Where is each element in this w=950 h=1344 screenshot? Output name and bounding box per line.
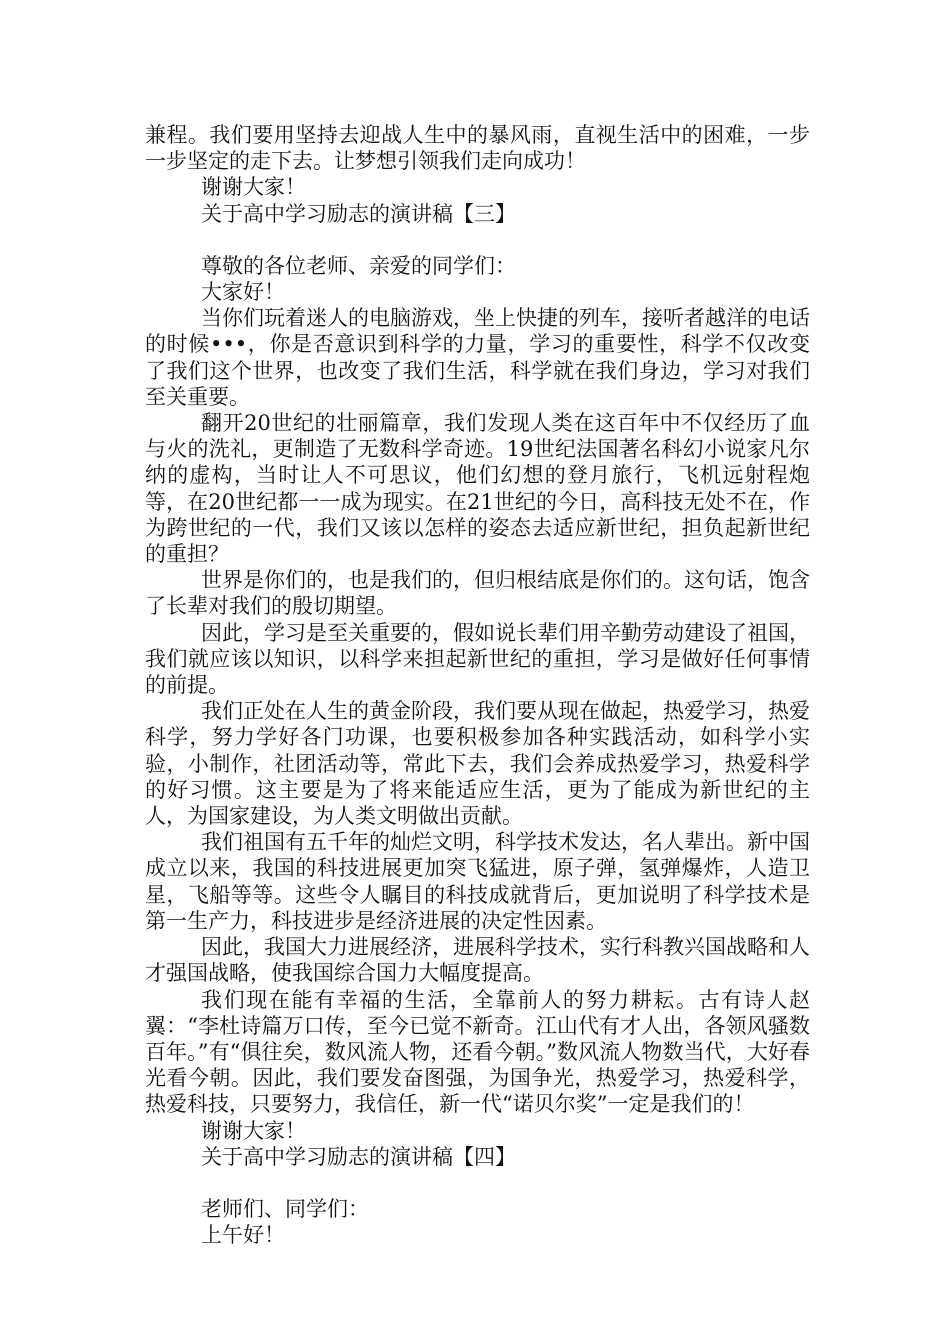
paragraph: 翻开20世纪的壮丽篇章，我们发现人类在这百年中不仅经历了血与火的洗礼，更制造了无数科学奇迹。19世纪法国著名科幻小说家凡尔纳的虚构，当时让人不可思议，他们幻想的登月旅行，飞机远射程炮等，在20世纪都一一成为现实。在21世纪的今日，高科技无处不在，作为跨世纪的一代，我们又该以怎样的姿态去适应新世纪，担负起新世纪的重担？ — [145, 411, 810, 567]
paragraph-continuation: 兼程。我们要用坚持去迎战人生中的暴风雨，直视生活中的困难，一步一步坚定的走下去。让梦想引领我们走向成功！ — [145, 123, 810, 174]
paragraph: 世界是你们的，也是我们的，但归根结底是你们的。这句话，饱含了长辈对我们的殷切期望。 — [145, 568, 810, 619]
section-heading-four: 关于高中学习励志的演讲稿【四】 — [201, 1144, 516, 1169]
salutation: 老师们、同学们： — [201, 1196, 369, 1221]
closing-thanks: 谢谢大家！ — [201, 1118, 306, 1143]
blank-line — [145, 1170, 810, 1196]
closing-thanks: 谢谢大家！ — [201, 175, 306, 200]
paragraph: 当你们玩着迷人的电脑游戏，坐上快捷的列车，接听者越洋的电话的时候•••，你是否意识到科学的力量，学习的重要性，科学不仅改变了我们这个世界，也改变了我们生活，科学就在我们身边，学习对我们至关重要。 — [145, 306, 810, 409]
paragraph: 我们现在能有幸福的生活，全靠前人的努力耕耘。古有诗人赵翼：“李杜诗篇万口传，至今已觉不新奇。江山代有才人出，各领风骚数百年。”有“俱往矣，数风流人物，还看今朝。”数风流人物数当代，大好春光看今朝。因此，我们要发奋图强，为国争光，热爱学习，热爱科学，热爱科技，只要努力，我信任，新一代“诺贝尔奖”一定是我们的！ — [145, 987, 810, 1117]
greeting: 上午好！ — [201, 1223, 285, 1248]
salutation: 尊敬的各位老师、亲爱的同学们： — [201, 253, 516, 278]
paragraph: 我们祖国有五千年的灿烂文明，科学技术发达，名人辈出。新中国成立以来，我国的科技进展更加突飞猛进，原子弹，氢弹爆炸，人造卫星，飞船等等。这些令人瞩目的科技成就背后，更加说明了科学技术是第一生产力，科技进步是经济进展的决定性因素。 — [145, 830, 810, 933]
document-body — [145, 122, 810, 1248]
section-heading-three: 关于高中学习励志的演讲稿【三】 — [201, 201, 516, 226]
blank-line — [145, 227, 810, 253]
paragraph: 因此，学习是至关重要的，假如说长辈们用辛勤劳动建设了祖国，我们就应该以知识，以科学来担起新世纪的重担，学习是做好任何事情的前提。 — [145, 620, 810, 698]
paragraph: 因此，我国大力进展经济，进展科学技术，实行科教兴国战略和人才强国战略，使我国综合国力大幅度提高。 — [145, 935, 810, 986]
paragraph: 我们正处在人生的黄金阶段，我们要从现在做起，热爱学习，热爱科学，努力学好各门功课，也要积极参加各种实践活动，如科学小实验，小制作，社团活动等，常此下去，我们会养成热爱学习，热爱科学的好习惯。这主要是为了将来能适应生活，更为了能成为新世纪的主人，为国家建设，为人类文明做出贡献。 — [145, 699, 810, 829]
greeting: 大家好！ — [201, 280, 285, 305]
